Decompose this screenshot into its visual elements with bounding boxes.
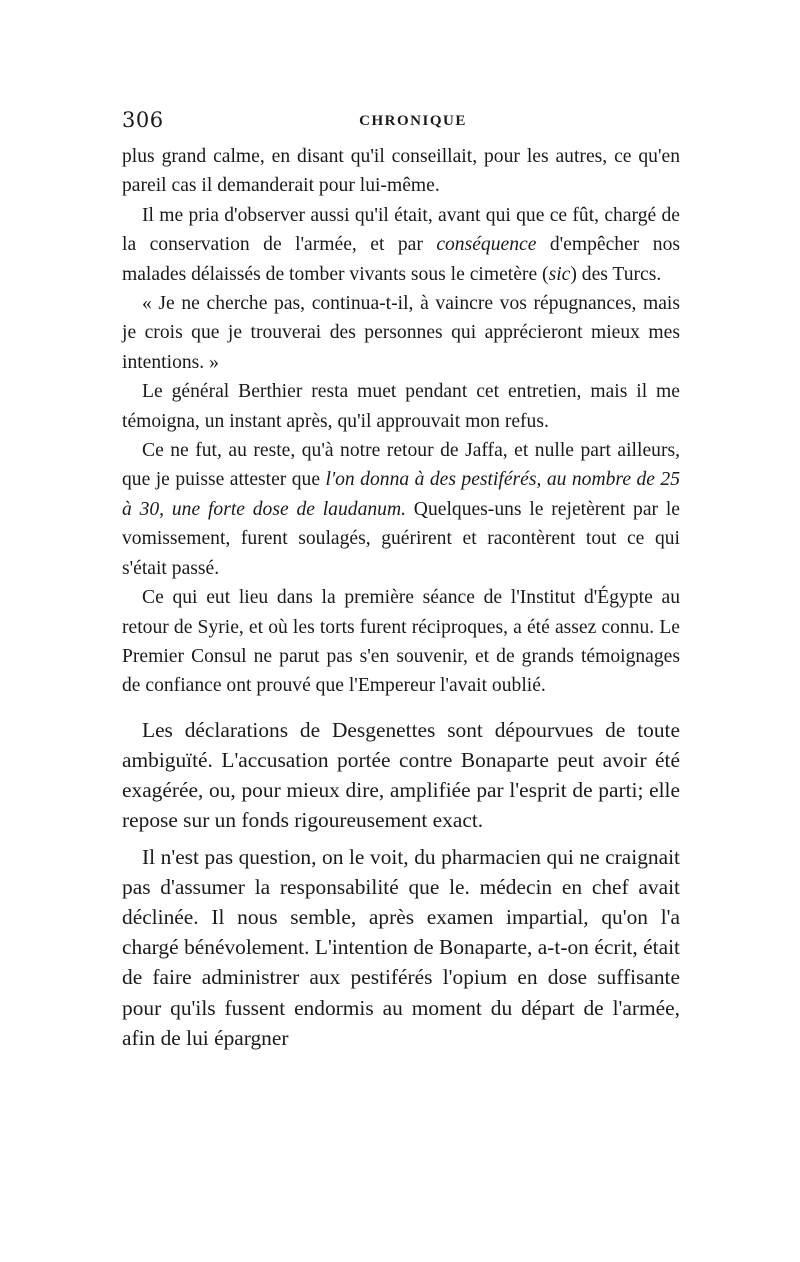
- italic-text: sic: [548, 263, 571, 285]
- quote-paragraph: Ce qui eut lieu dans la première séance de l'Institut d'Égypte au retour de Syrie, et où les torts furent réciproques, a été assez connu. Le Premier Consul ne parut pas s'en souvenir, et de grands témoignages de confiance ont prouvé que l'Empereur l'avait oublié.: [122, 587, 680, 697]
- text-run: ) des Turcs.: [570, 263, 662, 285]
- quote-paragraph: « Je ne cherche pas, continua-t-il, à vaincre vos répugnances, mais je crois que je trouverai des personnes qui apprécieront mieux mes intentions. »: [122, 293, 680, 373]
- text-run: d'empêcher nos malades délaissés de tomber vivants sous le cimetère (: [122, 234, 680, 285]
- quote-paragraph: Le général Berthier resta muet pendant cet entretien, mais il me témoigna, un instant après, qu'il approuvait mon refus.: [122, 381, 680, 432]
- quote-paragraph: plus grand calme, en disant qu'il conseillait, pour les autres, ce qu'en pareil cas il demanderait pour lui-même.: [122, 146, 680, 197]
- quote-paragraph: [122, 201, 680, 289]
- book-page: [122, 108, 680, 1053]
- italic-text: l'on donna à des pestiférés, au nombre de 25 à 30, une forte dose de laudanum.: [122, 469, 680, 520]
- quoted-testimony: [122, 142, 680, 701]
- page-header: [122, 108, 680, 142]
- text-run: Il me pria d'observer aussi qu'il était, avant qui que ce fût, chargé de la conservation de l'armée, et par: [122, 204, 680, 256]
- italic-text: conséquence: [436, 234, 537, 256]
- quote-paragraph: [122, 436, 680, 583]
- text-run: Quelques-uns le rejetèrent par le vomissement, furent soulagés, guérirent et racontèrent tout ce qui s'était passé.: [122, 498, 680, 579]
- text-run: Ce ne fut, au reste, qu'à notre retour de Jaffa, et nulle part ailleurs, que je puisse attester que: [122, 440, 680, 491]
- commentary: [122, 715, 680, 1053]
- running-head: CHRONIQUE: [359, 113, 467, 129]
- body-paragraph: Les déclarations de Desgenettes sont dépourvues de toute ambiguïté. L'accusation portée contre Bonaparte peut avoir été exagérée, ou, pour mieux dire, amplifiée par l'esprit de parti; elle repose sur un fonds rigoureusement exact.: [122, 717, 680, 833]
- body-paragraph: Il n'est pas question, on le voit, du pharmacien qui ne craignait pas d'assumer la responsabilité que le. médecin en chef avait déclinée. Il nous semble, après examen impartial, qu'on l'a chargé bénévolement. L'intention de Bonaparte, a-t-on écrit, était de faire administrer aux pestiférés l'opium en dose suffisante pour qu'ils fussent endormis au moment du départ de l'armée, afin de lui épargner: [122, 844, 680, 1050]
- page-number: 306: [122, 108, 164, 132]
